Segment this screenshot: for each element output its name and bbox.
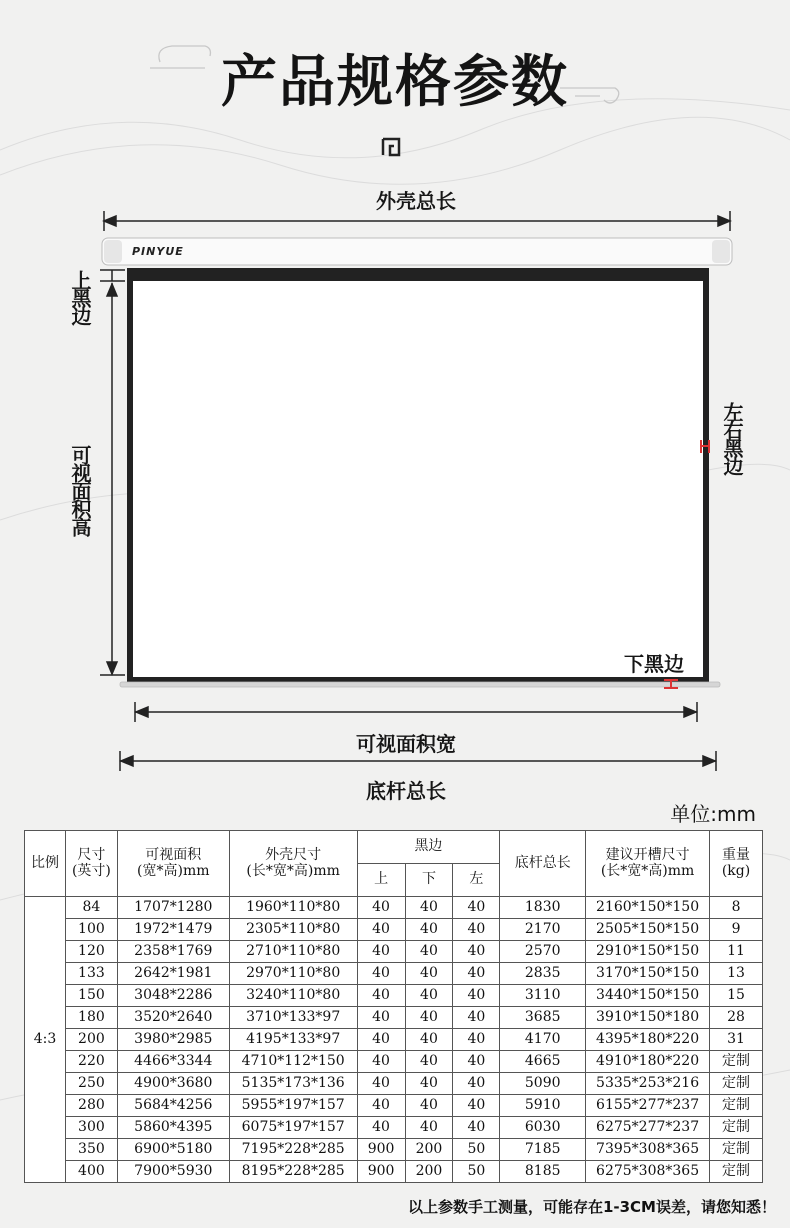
header-size: 尺寸 (英寸)	[65, 831, 117, 897]
table-cell: 280	[65, 1095, 117, 1117]
table-cell: 28	[710, 1007, 763, 1029]
table-cell: 400	[65, 1161, 117, 1183]
table-cell: 3440*150*150	[586, 985, 710, 1007]
table-cell: 4900*3680	[117, 1073, 229, 1095]
unit-label: 单位:mm	[670, 802, 756, 826]
table-cell: 定制	[710, 1051, 763, 1073]
table-cell: 40	[405, 1095, 453, 1117]
table-cell: 40	[405, 897, 453, 919]
table-row	[25, 1029, 763, 1051]
table-row	[25, 1073, 763, 1095]
table-cell: 40	[357, 1095, 405, 1117]
table-cell: 31	[710, 1029, 763, 1051]
table-cell: 6275*277*237	[586, 1117, 710, 1139]
page-title: 产品规格参数	[221, 50, 569, 115]
table-cell: 40	[357, 1007, 405, 1029]
table-cell: 40	[405, 941, 453, 963]
table-cell: 3910*150*180	[586, 1007, 710, 1029]
table-cell: 4395*180*220	[586, 1029, 710, 1051]
table-cell: 9	[710, 919, 763, 941]
table-cell: 3170*150*150	[586, 963, 710, 985]
table-cell: 40	[405, 1007, 453, 1029]
bottom-bar-length-label: 底杆总长	[366, 779, 446, 803]
table-cell: 40	[453, 985, 500, 1007]
table-cell: 40	[453, 963, 500, 985]
table-cell: 4170	[500, 1029, 586, 1051]
table-cell: 220	[65, 1051, 117, 1073]
table-cell: 11	[710, 941, 763, 963]
bottom-bar	[120, 682, 720, 687]
table-cell: 40	[357, 919, 405, 941]
table-cell: 13	[710, 963, 763, 985]
table-cell: 40	[357, 1073, 405, 1095]
table-cell: 40	[453, 1029, 500, 1051]
table-cell: 6900*5180	[117, 1139, 229, 1161]
table-cell: 50	[453, 1139, 500, 1161]
table-cell: 7195*228*285	[229, 1139, 357, 1161]
table-cell: 133	[65, 963, 117, 985]
table-cell: 40	[405, 1029, 453, 1051]
table-cell: 2160*150*150	[586, 897, 710, 919]
header-bottom-bar: 底杆总长	[500, 831, 586, 897]
table-cell: 4195*133*97	[229, 1029, 357, 1051]
table-cell: 4466*3344	[117, 1051, 229, 1073]
table-cell: 300	[65, 1117, 117, 1139]
table-cell: 2170	[500, 919, 586, 941]
table-cell: 84	[65, 897, 117, 919]
table-cell: 40	[453, 1007, 500, 1029]
table-cell: 3240*110*80	[229, 985, 357, 1007]
table-row	[25, 985, 763, 1007]
table-cell: 150	[65, 985, 117, 1007]
table-cell: 120	[65, 941, 117, 963]
header-casing: 外壳尺寸 (长*宽*高)mm	[229, 831, 357, 897]
table-cell: 200	[405, 1139, 453, 1161]
table-row	[25, 1117, 763, 1139]
screen-casing	[102, 238, 732, 265]
table-cell: 5684*4256	[117, 1095, 229, 1117]
table-cell: 250	[65, 1073, 117, 1095]
side-border-label: 左右黑边	[720, 402, 744, 474]
header-slot: 建议开槽尺寸 (长*宽*高)mm	[586, 831, 710, 897]
header-border-bottom: 下	[405, 864, 453, 897]
table-cell: 40	[453, 1073, 500, 1095]
table-cell: 6075*197*157	[229, 1117, 357, 1139]
table-row	[25, 1161, 763, 1183]
table-cell: 7395*308*365	[586, 1139, 710, 1161]
table-cell: 3685	[500, 1007, 586, 1029]
table-cell: 2305*110*80	[229, 919, 357, 941]
table-cell: 50	[453, 1161, 500, 1183]
table-cell: 3048*2286	[117, 985, 229, 1007]
spec-table	[24, 830, 763, 1183]
table-cell: 定制	[710, 1161, 763, 1183]
table-cell: 6030	[500, 1117, 586, 1139]
table-cell: 40	[357, 941, 405, 963]
table-cell: 40	[357, 963, 405, 985]
table-cell: 3520*2640	[117, 1007, 229, 1029]
table-cell: 1960*110*80	[229, 897, 357, 919]
table-row	[25, 1051, 763, 1073]
table-cell: 8195*228*285	[229, 1161, 357, 1183]
table-cell: 1707*1280	[117, 897, 229, 919]
ratio-cell: 4:3	[25, 897, 66, 1183]
table-cell: 15	[710, 985, 763, 1007]
table-row	[25, 941, 763, 963]
table-cell: 7185	[500, 1139, 586, 1161]
table-cell: 6275*308*365	[586, 1161, 710, 1183]
table-cell: 2710*110*80	[229, 941, 357, 963]
table-cell: 40	[453, 1095, 500, 1117]
table-cell: 200	[65, 1029, 117, 1051]
table-cell: 2358*1769	[117, 941, 229, 963]
table-cell: 40	[357, 1117, 405, 1139]
spec-table-body	[25, 897, 763, 1183]
table-cell: 4665	[500, 1051, 586, 1073]
table-cell: 180	[65, 1007, 117, 1029]
table-cell: 40	[357, 1051, 405, 1073]
table-cell: 4910*180*220	[586, 1051, 710, 1073]
header-border-top: 上	[357, 864, 405, 897]
table-cell: 40	[405, 1051, 453, 1073]
table-cell: 8185	[500, 1161, 586, 1183]
measurement-note: 以上参数手工测量，可能存在1-3CM误差，请您知悉！	[407, 1198, 776, 1216]
table-cell: 900	[357, 1139, 405, 1161]
table-cell: 5955*197*157	[229, 1095, 357, 1117]
table-cell: 2570	[500, 941, 586, 963]
table-cell: 6155*277*237	[586, 1095, 710, 1117]
table-cell: 40	[453, 1117, 500, 1139]
table-cell: 40	[357, 1029, 405, 1051]
top-border-label: 上黑边	[68, 270, 92, 324]
table-cell: 3110	[500, 985, 586, 1007]
table-row	[25, 1095, 763, 1117]
header-border: 黑边	[357, 831, 500, 864]
table-cell: 5135*173*136	[229, 1073, 357, 1095]
table-row	[25, 919, 763, 941]
table-cell: 2835	[500, 963, 586, 985]
screen-surface	[133, 281, 703, 677]
table-cell: 350	[65, 1139, 117, 1161]
table-cell: 5090	[500, 1073, 586, 1095]
table-cell: 8	[710, 897, 763, 919]
table-cell: 定制	[710, 1139, 763, 1161]
table-cell: 40	[405, 1117, 453, 1139]
header-weight: 重量 (kg)	[710, 831, 763, 897]
table-cell: 5335*253*216	[586, 1073, 710, 1095]
table-cell: 7900*5930	[117, 1161, 229, 1183]
table-row	[25, 897, 763, 919]
table-cell: 40	[357, 897, 405, 919]
table-cell: 40	[357, 985, 405, 1007]
header-ratio: 比例	[25, 831, 66, 897]
table-cell: 2970*110*80	[229, 963, 357, 985]
table-cell: 2642*1981	[117, 963, 229, 985]
table-cell: 40	[453, 919, 500, 941]
table-cell: 定制	[710, 1073, 763, 1095]
table-cell: 4710*112*150	[229, 1051, 357, 1073]
table-cell: 定制	[710, 1117, 763, 1139]
viewable-width-label: 可视面积宽	[356, 732, 456, 756]
table-cell: 100	[65, 919, 117, 941]
table-row	[25, 963, 763, 985]
table-cell: 5860*4395	[117, 1117, 229, 1139]
header-viewable: 可视面积 (宽*高)mm	[117, 831, 229, 897]
casing-length-dimension	[104, 211, 730, 231]
table-cell: 200	[405, 1161, 453, 1183]
table-cell: 40	[405, 919, 453, 941]
table-cell: 40	[405, 1073, 453, 1095]
bottom-border-label: 下黑边	[624, 652, 684, 676]
table-cell: 900	[357, 1161, 405, 1183]
casing-length-label: 外壳总长	[376, 189, 456, 213]
table-cell: 40	[405, 963, 453, 985]
table-cell: 3980*2985	[117, 1029, 229, 1051]
viewable-height-label: 可视面积高	[68, 445, 92, 535]
table-cell: 2910*150*150	[586, 941, 710, 963]
table-cell: 定制	[710, 1095, 763, 1117]
table-cell: 1830	[500, 897, 586, 919]
table-cell: 40	[453, 941, 500, 963]
table-cell: 40	[453, 1051, 500, 1073]
table-row	[25, 1139, 763, 1161]
table-cell: 40	[453, 897, 500, 919]
brand-logo: PINYUE	[132, 245, 184, 258]
table-cell: 5910	[500, 1095, 586, 1117]
table-row	[25, 1007, 763, 1029]
table-cell: 1972*1479	[117, 919, 229, 941]
table-cell: 3710*133*97	[229, 1007, 357, 1029]
header-border-left: 左	[453, 864, 500, 897]
table-cell: 40	[405, 985, 453, 1007]
table-cell: 2505*150*150	[586, 919, 710, 941]
